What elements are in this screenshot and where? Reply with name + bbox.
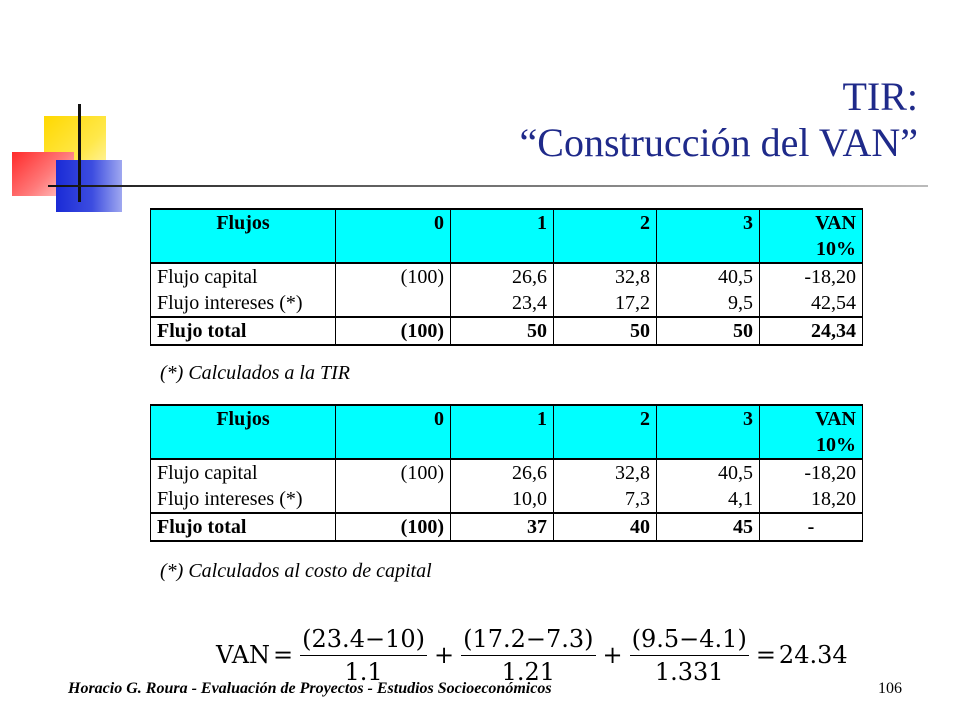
cell-van: - xyxy=(760,513,863,541)
formula-equals: = xyxy=(755,641,776,669)
title-underline-divider xyxy=(48,185,928,187)
row-label: Flujo intereses (*) xyxy=(151,290,336,317)
cell-period-2: 32,8 xyxy=(554,459,657,486)
table-row xyxy=(151,263,863,290)
cell-period-1: 26,6 xyxy=(451,263,554,290)
fraction-numerator: (9.5−4.1) xyxy=(630,625,749,656)
row-label: Flujo capital xyxy=(151,459,336,486)
header-van xyxy=(760,209,863,263)
row-label: Flujo capital xyxy=(151,263,336,290)
cell-period-3: 4,1 xyxy=(657,486,760,513)
fraction-denominator: 1.21 xyxy=(501,657,556,686)
cell-period-0 xyxy=(336,486,451,513)
header-period-0: 0 xyxy=(336,209,451,263)
cell-period-3: 40,5 xyxy=(657,263,760,290)
flows-table-cost-of-capital xyxy=(150,404,863,542)
fraction-denominator: 1.331 xyxy=(654,657,724,686)
fraction-numerator: (17.2−7.3) xyxy=(461,625,595,656)
cell-period-1: 37 xyxy=(451,513,554,541)
header-flujos: Flujos xyxy=(151,405,336,459)
fraction-numerator: (23.4−10) xyxy=(300,625,427,656)
cell-period-3: 45 xyxy=(657,513,760,541)
table-row xyxy=(151,459,863,486)
cell-van: 24,34 xyxy=(760,317,863,345)
table-row xyxy=(151,486,863,513)
header-period-2: 2 xyxy=(554,209,657,263)
cell-period-2: 32,8 xyxy=(554,263,657,290)
formula-fraction-1 xyxy=(300,625,427,686)
cell-period-1: 10,0 xyxy=(451,486,554,513)
formula-lhs: VAN xyxy=(216,641,271,669)
header-period-3: 3 xyxy=(657,209,760,263)
slide-title xyxy=(520,74,918,166)
header-period-1: 1 xyxy=(451,405,554,459)
title-line-1: TIR: xyxy=(842,74,918,119)
table-total-row xyxy=(151,317,863,345)
cell-van: 18,20 xyxy=(760,486,863,513)
header-flujos: Flujos xyxy=(151,209,336,263)
cell-period-1: 26,6 xyxy=(451,459,554,486)
formula-result: 24.34 xyxy=(778,641,848,669)
header-period-2: 2 xyxy=(554,405,657,459)
header-van-rate: 10% xyxy=(816,238,856,260)
row-label: Flujo intereses (*) xyxy=(151,486,336,513)
fraction-denominator: 1.1 xyxy=(344,657,383,686)
table-row xyxy=(151,290,863,317)
formula-plus: + xyxy=(602,641,623,669)
formula-equals: = xyxy=(273,641,294,669)
formula-fraction-3 xyxy=(630,625,749,686)
cell-period-0: (100) xyxy=(336,317,451,345)
header-period-3: 3 xyxy=(657,405,760,459)
cell-period-0: (100) xyxy=(336,263,451,290)
cell-period-1: 23,4 xyxy=(451,290,554,317)
header-period-1: 1 xyxy=(451,209,554,263)
table-header-row xyxy=(151,209,863,263)
title-line-2: “Construcción del VAN” xyxy=(519,120,918,165)
header-van xyxy=(760,405,863,459)
cell-period-0: (100) xyxy=(336,513,451,541)
cell-van: -18,20 xyxy=(760,263,863,290)
cell-van: 42,54 xyxy=(760,290,863,317)
cell-period-2: 40 xyxy=(554,513,657,541)
table1-footnote: (*) Calculados a la TIR xyxy=(160,362,350,384)
van-formula xyxy=(216,622,848,688)
cell-period-1: 50 xyxy=(451,317,554,345)
header-van-rate: 10% xyxy=(816,434,856,456)
cell-period-0 xyxy=(336,290,451,317)
flows-table-tir xyxy=(150,208,863,346)
cell-period-3: 9,5 xyxy=(657,290,760,317)
cell-period-2: 17,2 xyxy=(554,290,657,317)
cell-van: -18,20 xyxy=(760,459,863,486)
cell-period-3: 50 xyxy=(657,317,760,345)
cell-period-2: 7,3 xyxy=(554,486,657,513)
formula-fraction-2 xyxy=(461,625,595,686)
footer-author: Horacio G. Roura - Evaluación de Proyectos - Estudios Socioeconómicos xyxy=(68,680,552,697)
row-label: Flujo total xyxy=(151,317,336,345)
cell-period-2: 50 xyxy=(554,317,657,345)
cell-period-0: (100) xyxy=(336,459,451,486)
cell-period-3: 40,5 xyxy=(657,459,760,486)
formula-plus: + xyxy=(433,641,455,669)
header-van-label: VAN xyxy=(815,408,856,430)
page-number: 106 xyxy=(878,680,902,697)
logo-vertical-line xyxy=(78,104,81,202)
header-van-label: VAN xyxy=(815,212,856,234)
table2-footnote: (*) Calculados al costo de capital xyxy=(160,560,432,582)
table-total-row xyxy=(151,513,863,541)
row-label: Flujo total xyxy=(151,513,336,541)
header-period-0: 0 xyxy=(336,405,451,459)
table-header-row xyxy=(151,405,863,459)
